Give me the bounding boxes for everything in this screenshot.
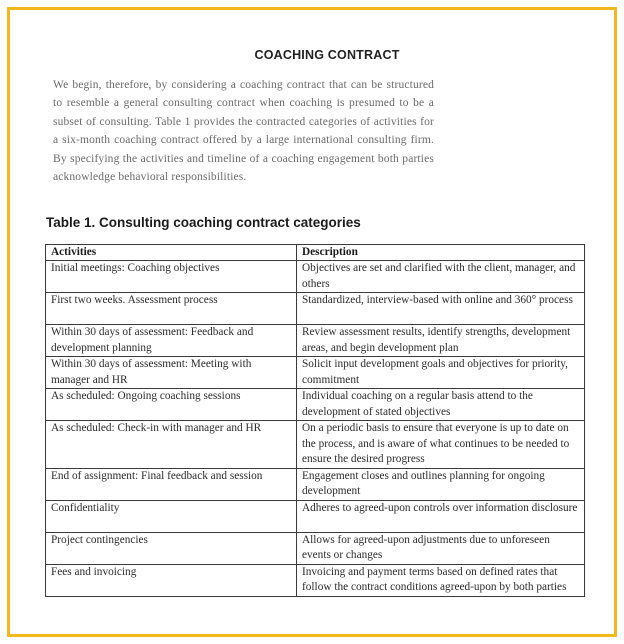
table-row [46,500,585,532]
table-row [46,293,585,325]
table-row [46,532,585,564]
description-cell: Standardized, interview-based with online and 360° process [297,293,585,325]
table-title: Table 1. Consulting coaching contract categories [46,215,361,230]
description-cell: Objectives are set and clarified with the client, manager, and others [297,261,585,293]
description-cell: Engagement closes and outlines planning for ongoing development [297,468,585,500]
table-row [46,325,585,357]
activity-cell: First two weeks. Assessment process [46,293,297,325]
description-cell: Solicit input development goals and objectives for priority, commitment [297,357,585,389]
activity-cell: Fees and invoicing [46,564,297,596]
table-row [46,468,585,500]
table-row [46,421,585,468]
description-cell: Allows for agreed-upon adjustments due to unforeseen events or changes [297,532,585,564]
table-row [46,357,585,389]
activity-cell: End of assignment: Final feedback and session [46,468,297,500]
activity-cell: Project contingencies [46,532,297,564]
description-cell: Review assessment results, identify strengths, development areas, and begin development plan [297,325,585,357]
activity-cell: Within 30 days of assessment: Meeting with manager and HR [46,357,297,389]
header-activities: Activities [46,245,297,261]
table-header-row [46,245,585,261]
document-frame [7,7,617,637]
intro-paragraph: We begin, therefore, by considering a coaching contract that can be structured to resemble a general consulting contract when coaching is presumed to be a subset of consulting. Table 1 provides the contracted categories of activities for a six-month coaching contract offered by a large international consulting firm. By specifying the activities and timeline of a coaching engagement both parties acknowledge behavioral responsibilities. [53,79,434,184]
activity-cell: As scheduled: Ongoing coaching sessions [46,389,297,421]
document-title: COACHING CONTRACT [254,48,400,62]
activity-cell: Initial meetings: Coaching objectives [46,261,297,293]
document-page [10,10,614,634]
header-description: Description [297,245,585,261]
description-cell: Individual coaching on a regular basis attend to the development of stated objectives [297,389,585,421]
contract-categories-table [45,244,585,597]
table-row [46,261,585,293]
description-cell: Adheres to agreed-upon controls over information disclosure [297,500,585,532]
table-row [46,389,585,421]
description-cell: Invoicing and payment terms based on defined rates that follow the contract conditions agreed-upon by both parties [297,564,585,596]
description-cell: On a periodic basis to ensure that everyone is up to date on the process, and is aware of what continues to be needed to ensure the desired progress [297,421,585,468]
activity-cell: Within 30 days of assessment: Feedback and development planning [46,325,297,357]
activity-cell: As scheduled: Check-in with manager and HR [46,421,297,468]
activity-cell: Confidentiality [46,500,297,532]
table-row [46,564,585,596]
